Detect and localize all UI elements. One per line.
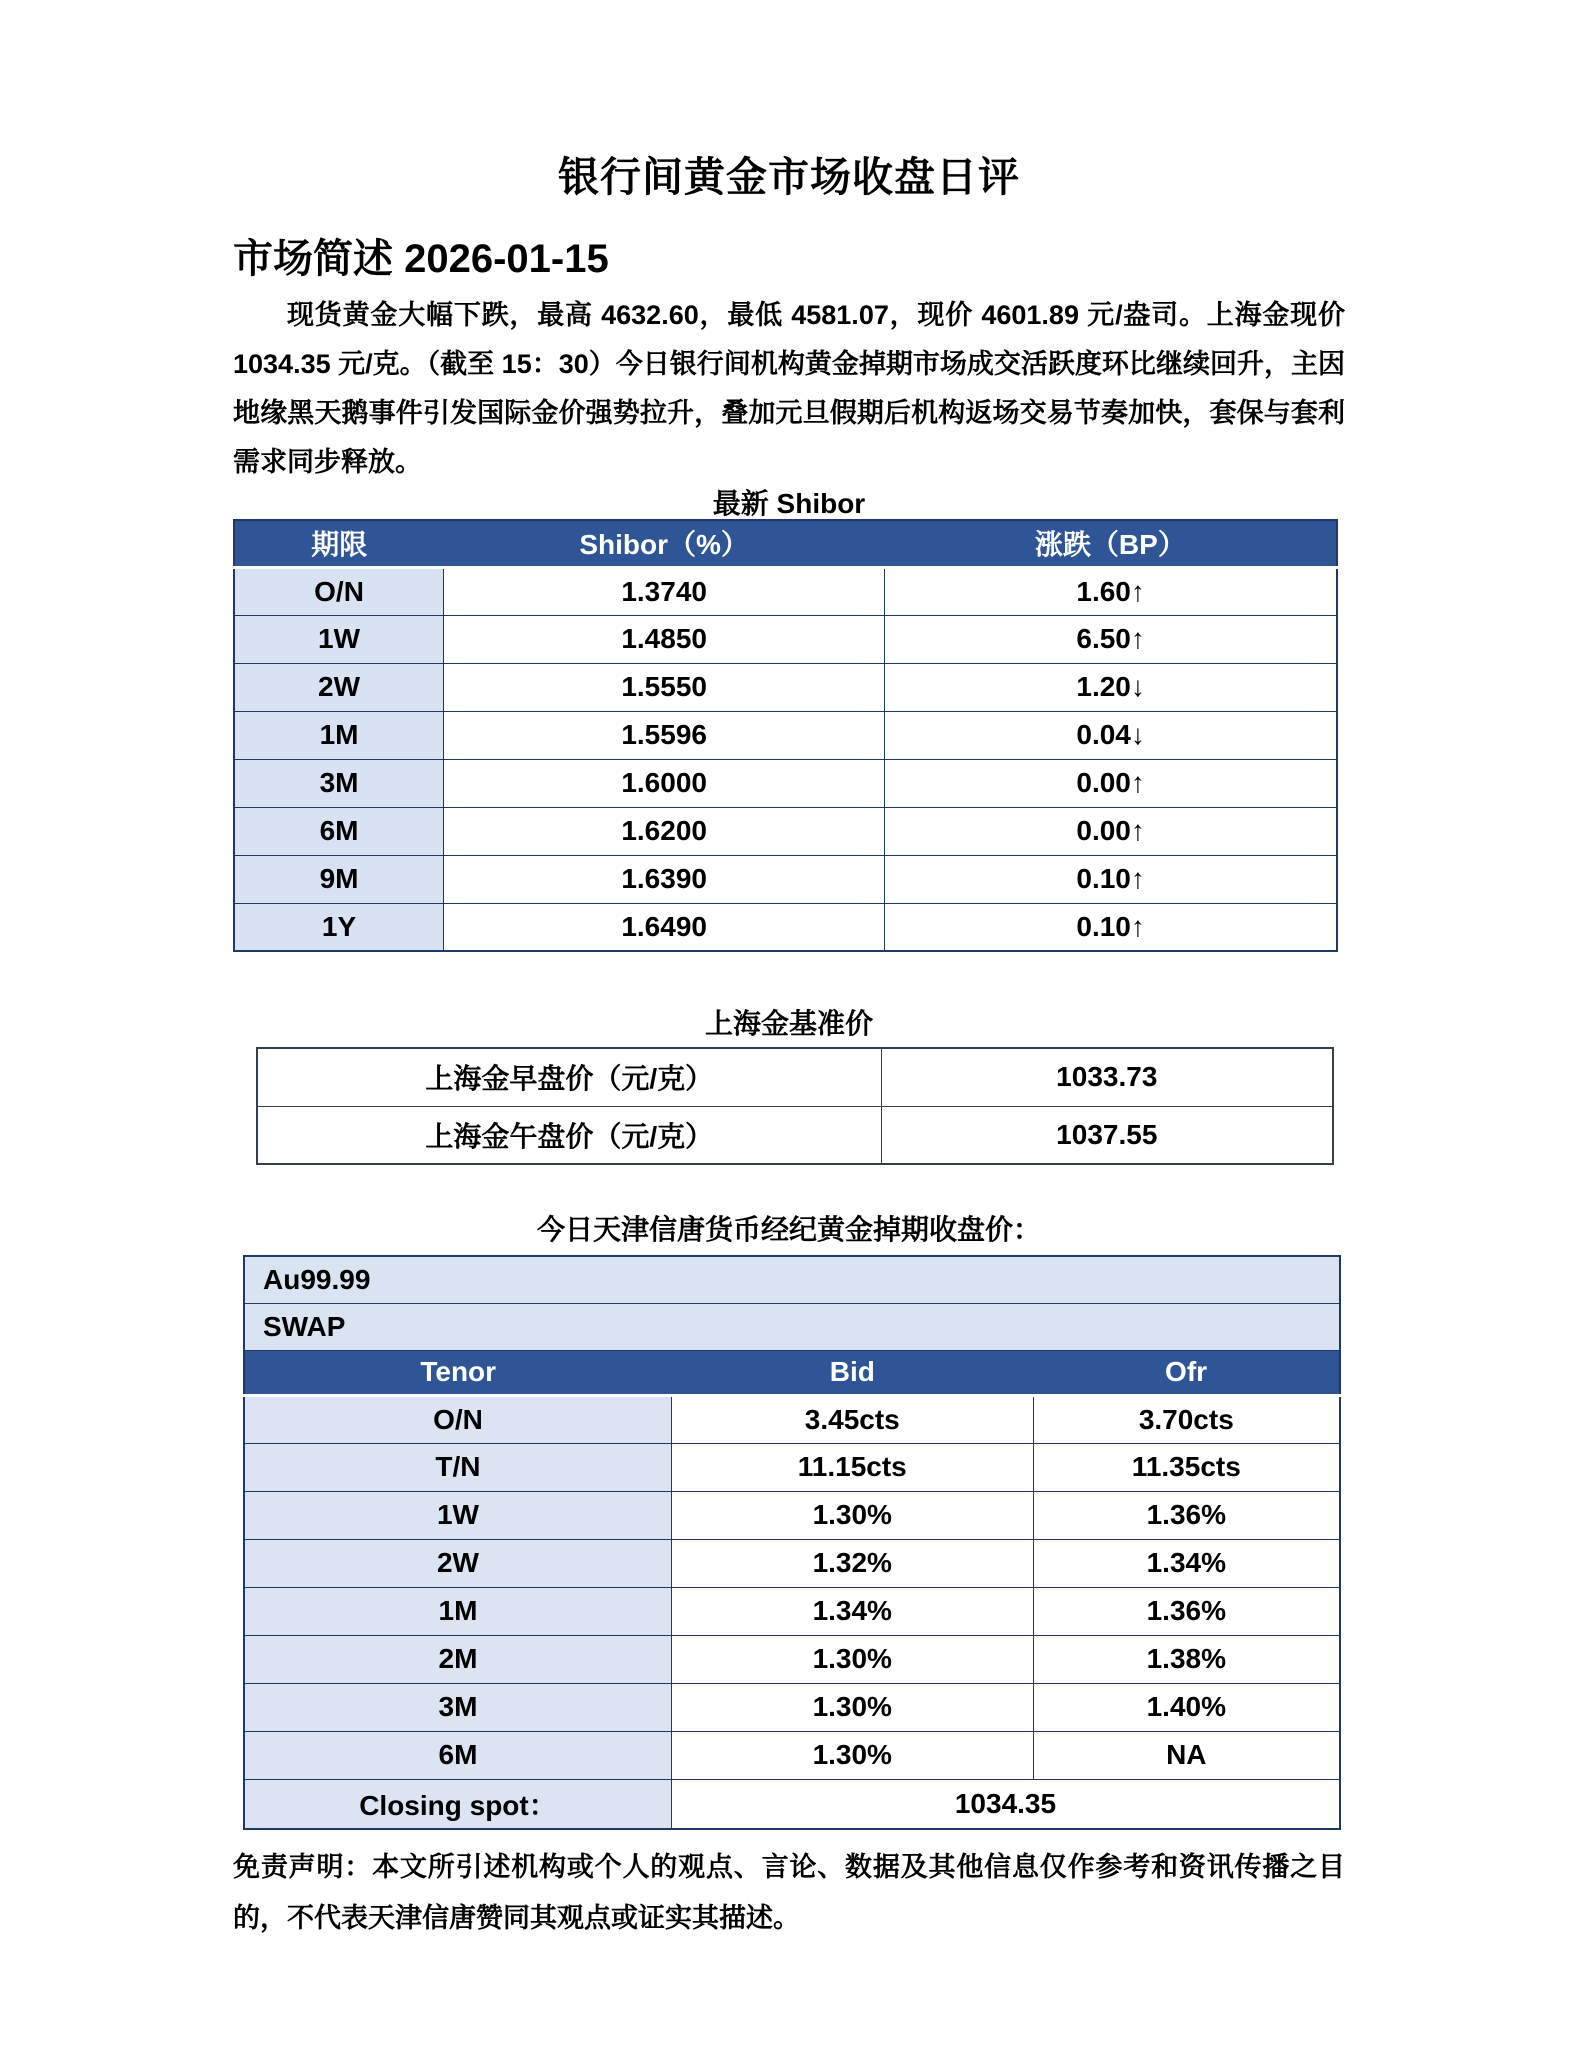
swap-bid-cell: 1.30%: [671, 1491, 1033, 1539]
swap-tenor-cell: 1M: [244, 1587, 671, 1635]
table-row: [234, 663, 1337, 711]
benchmark-label-cell: 上海金早盘价（元/克）: [257, 1048, 881, 1106]
swap-bid-cell: 1.30%: [671, 1635, 1033, 1683]
shibor-term-cell: 1Y: [234, 903, 444, 951]
benchmark-table: [256, 1047, 1334, 1165]
swap-instrument-row: [244, 1303, 1340, 1350]
swap-bid-cell: 1.34%: [671, 1587, 1033, 1635]
swap-header-bid: Bid: [671, 1350, 1033, 1395]
swap-tenor-cell: T/N: [244, 1443, 671, 1491]
swap-bid-cell: 1.30%: [671, 1683, 1033, 1731]
swap-product-cell: Au99.99: [244, 1256, 1340, 1303]
shibor-rate-cell: 1.6490: [444, 903, 885, 951]
spacer: [233, 1165, 1345, 1213]
shibor-table-caption: 最新 Shibor: [712, 488, 866, 519]
shibor-term-cell: 2W: [234, 663, 444, 711]
shibor-rate-cell: 1.5596: [444, 711, 885, 759]
swap-ofr-cell: 3.70cts: [1033, 1395, 1340, 1443]
swap-ofr-cell: 1.36%: [1033, 1491, 1340, 1539]
shibor-term-cell: 3M: [234, 759, 444, 807]
swap-ofr-cell: 1.40%: [1033, 1683, 1340, 1731]
shibor-rate-cell: 1.4850: [444, 615, 885, 663]
swap-header-ofr: Ofr: [1033, 1350, 1340, 1395]
table-row: [234, 807, 1337, 855]
table-row: [234, 903, 1337, 951]
shibor-rate-cell: 1.6000: [444, 759, 885, 807]
table-row: [244, 1539, 1340, 1587]
swap-tenor-cell: O/N: [244, 1395, 671, 1443]
section-heading: [233, 235, 1345, 283]
market-summary-paragraph: 现货黄金大幅下跌，最高 4632.60，最低 4581.07，现价 4601.89 元/盎司。上海金现价 1034.35 元/克。（截至 15：30）今日银行间机构黄金掉期市场成交活跃度环比继续回升，主因地缘黑天鹅事件引发国际金价强势拉升，叠加元旦假期后机构返场交易节奏加快，套保与套利需求同步释放。: [233, 300, 1345, 477]
shibor-term-cell: 1W: [234, 615, 444, 663]
shibor-change-cell: 6.50↑: [885, 615, 1337, 663]
swap-bid-cell: 1.30%: [671, 1731, 1033, 1779]
shibor-change-cell: 0.00↑: [885, 807, 1337, 855]
swap-ofr-cell: 1.38%: [1033, 1635, 1340, 1683]
disclaimer-text: 免责声明：本文所引述机构或个人的观点、言论、数据及其他信息仅作参考和资讯传播之目的，不代表天津信唐赞同其观点或证实其描述。: [233, 1852, 1345, 1933]
swap-ofr-cell: 1.36%: [1033, 1587, 1340, 1635]
benchmark-label-cell: 上海金午盘价（元/克）: [257, 1106, 881, 1164]
swap-header-tenor: Tenor: [244, 1350, 671, 1395]
report-date: 2026-01-15: [404, 237, 609, 281]
swap-table-caption: 今日天津信唐货币经纪黄金掉期收盘价：: [536, 1214, 1041, 1245]
shibor-change-cell: 0.04↓: [885, 711, 1337, 759]
swap-header-row: [244, 1350, 1340, 1395]
shibor-term-cell: O/N: [234, 567, 444, 615]
shibor-change-cell: 0.10↑: [885, 903, 1337, 951]
swap-table: [243, 1255, 1341, 1830]
shibor-change-cell: 1.60↑: [885, 567, 1337, 615]
swap-ofr-cell: NA: [1033, 1731, 1340, 1779]
shibor-term-cell: 1M: [234, 711, 444, 759]
swap-bid-cell: 11.15cts: [671, 1443, 1033, 1491]
page-title: 银行间黄金市场收盘日评: [558, 154, 1020, 200]
table-row: [234, 711, 1337, 759]
table-row: [244, 1395, 1340, 1443]
swap-instrument-cell: SWAP: [244, 1303, 1340, 1350]
swap-tenor-cell: 6M: [244, 1731, 671, 1779]
shibor-rate-cell: 1.6390: [444, 855, 885, 903]
shibor-term-cell: 9M: [234, 855, 444, 903]
shibor-header-term: 期限: [234, 520, 444, 567]
table-row: [244, 1731, 1340, 1779]
table-row: [244, 1491, 1340, 1539]
shibor-rate-cell: 1.5550: [444, 663, 885, 711]
table-row: [234, 567, 1337, 615]
spacer: [233, 952, 1345, 1007]
shibor-header-rate: Shibor（%）: [444, 520, 885, 567]
closing-spot-value-cell: 1034.35: [671, 1779, 1340, 1829]
table-row: [234, 615, 1337, 663]
swap-ofr-cell: 11.35cts: [1033, 1443, 1340, 1491]
benchmark-value-cell: 1033.73: [881, 1048, 1333, 1106]
closing-spot-label-cell: Closing spot：: [244, 1779, 671, 1829]
shibor-rate-cell: 1.3740: [444, 567, 885, 615]
shibor-change-cell: 0.00↑: [885, 759, 1337, 807]
benchmark-value-cell: 1037.55: [881, 1106, 1333, 1164]
table-row: [257, 1106, 1333, 1164]
swap-tenor-cell: 2M: [244, 1635, 671, 1683]
shibor-change-cell: 0.10↑: [885, 855, 1337, 903]
table-row: [244, 1587, 1340, 1635]
swap-tenor-cell: 2W: [244, 1539, 671, 1587]
swap-tenor-cell: 1W: [244, 1491, 671, 1539]
section-heading-label: 市场简述: [233, 237, 393, 281]
swap-product-row: [244, 1256, 1340, 1303]
table-row: [244, 1683, 1340, 1731]
swap-bid-cell: 1.32%: [671, 1539, 1033, 1587]
swap-ofr-cell: 1.34%: [1033, 1539, 1340, 1587]
swap-tenor-cell: 3M: [244, 1683, 671, 1731]
shibor-header-change: 涨跌（BP）: [885, 520, 1337, 567]
shibor-table: [233, 519, 1338, 952]
shibor-term-cell: 6M: [234, 807, 444, 855]
shibor-header-row: [234, 520, 1337, 567]
table-row: [244, 1443, 1340, 1491]
swap-closing-row: [244, 1779, 1340, 1829]
table-row: [234, 855, 1337, 903]
benchmark-table-caption: 上海金基准价: [704, 1008, 873, 1039]
table-row: [234, 759, 1337, 807]
table-row: [257, 1048, 1333, 1106]
shibor-change-cell: 1.20↓: [885, 663, 1337, 711]
table-row: [244, 1635, 1340, 1683]
shibor-rate-cell: 1.6200: [444, 807, 885, 855]
swap-bid-cell: 3.45cts: [671, 1395, 1033, 1443]
